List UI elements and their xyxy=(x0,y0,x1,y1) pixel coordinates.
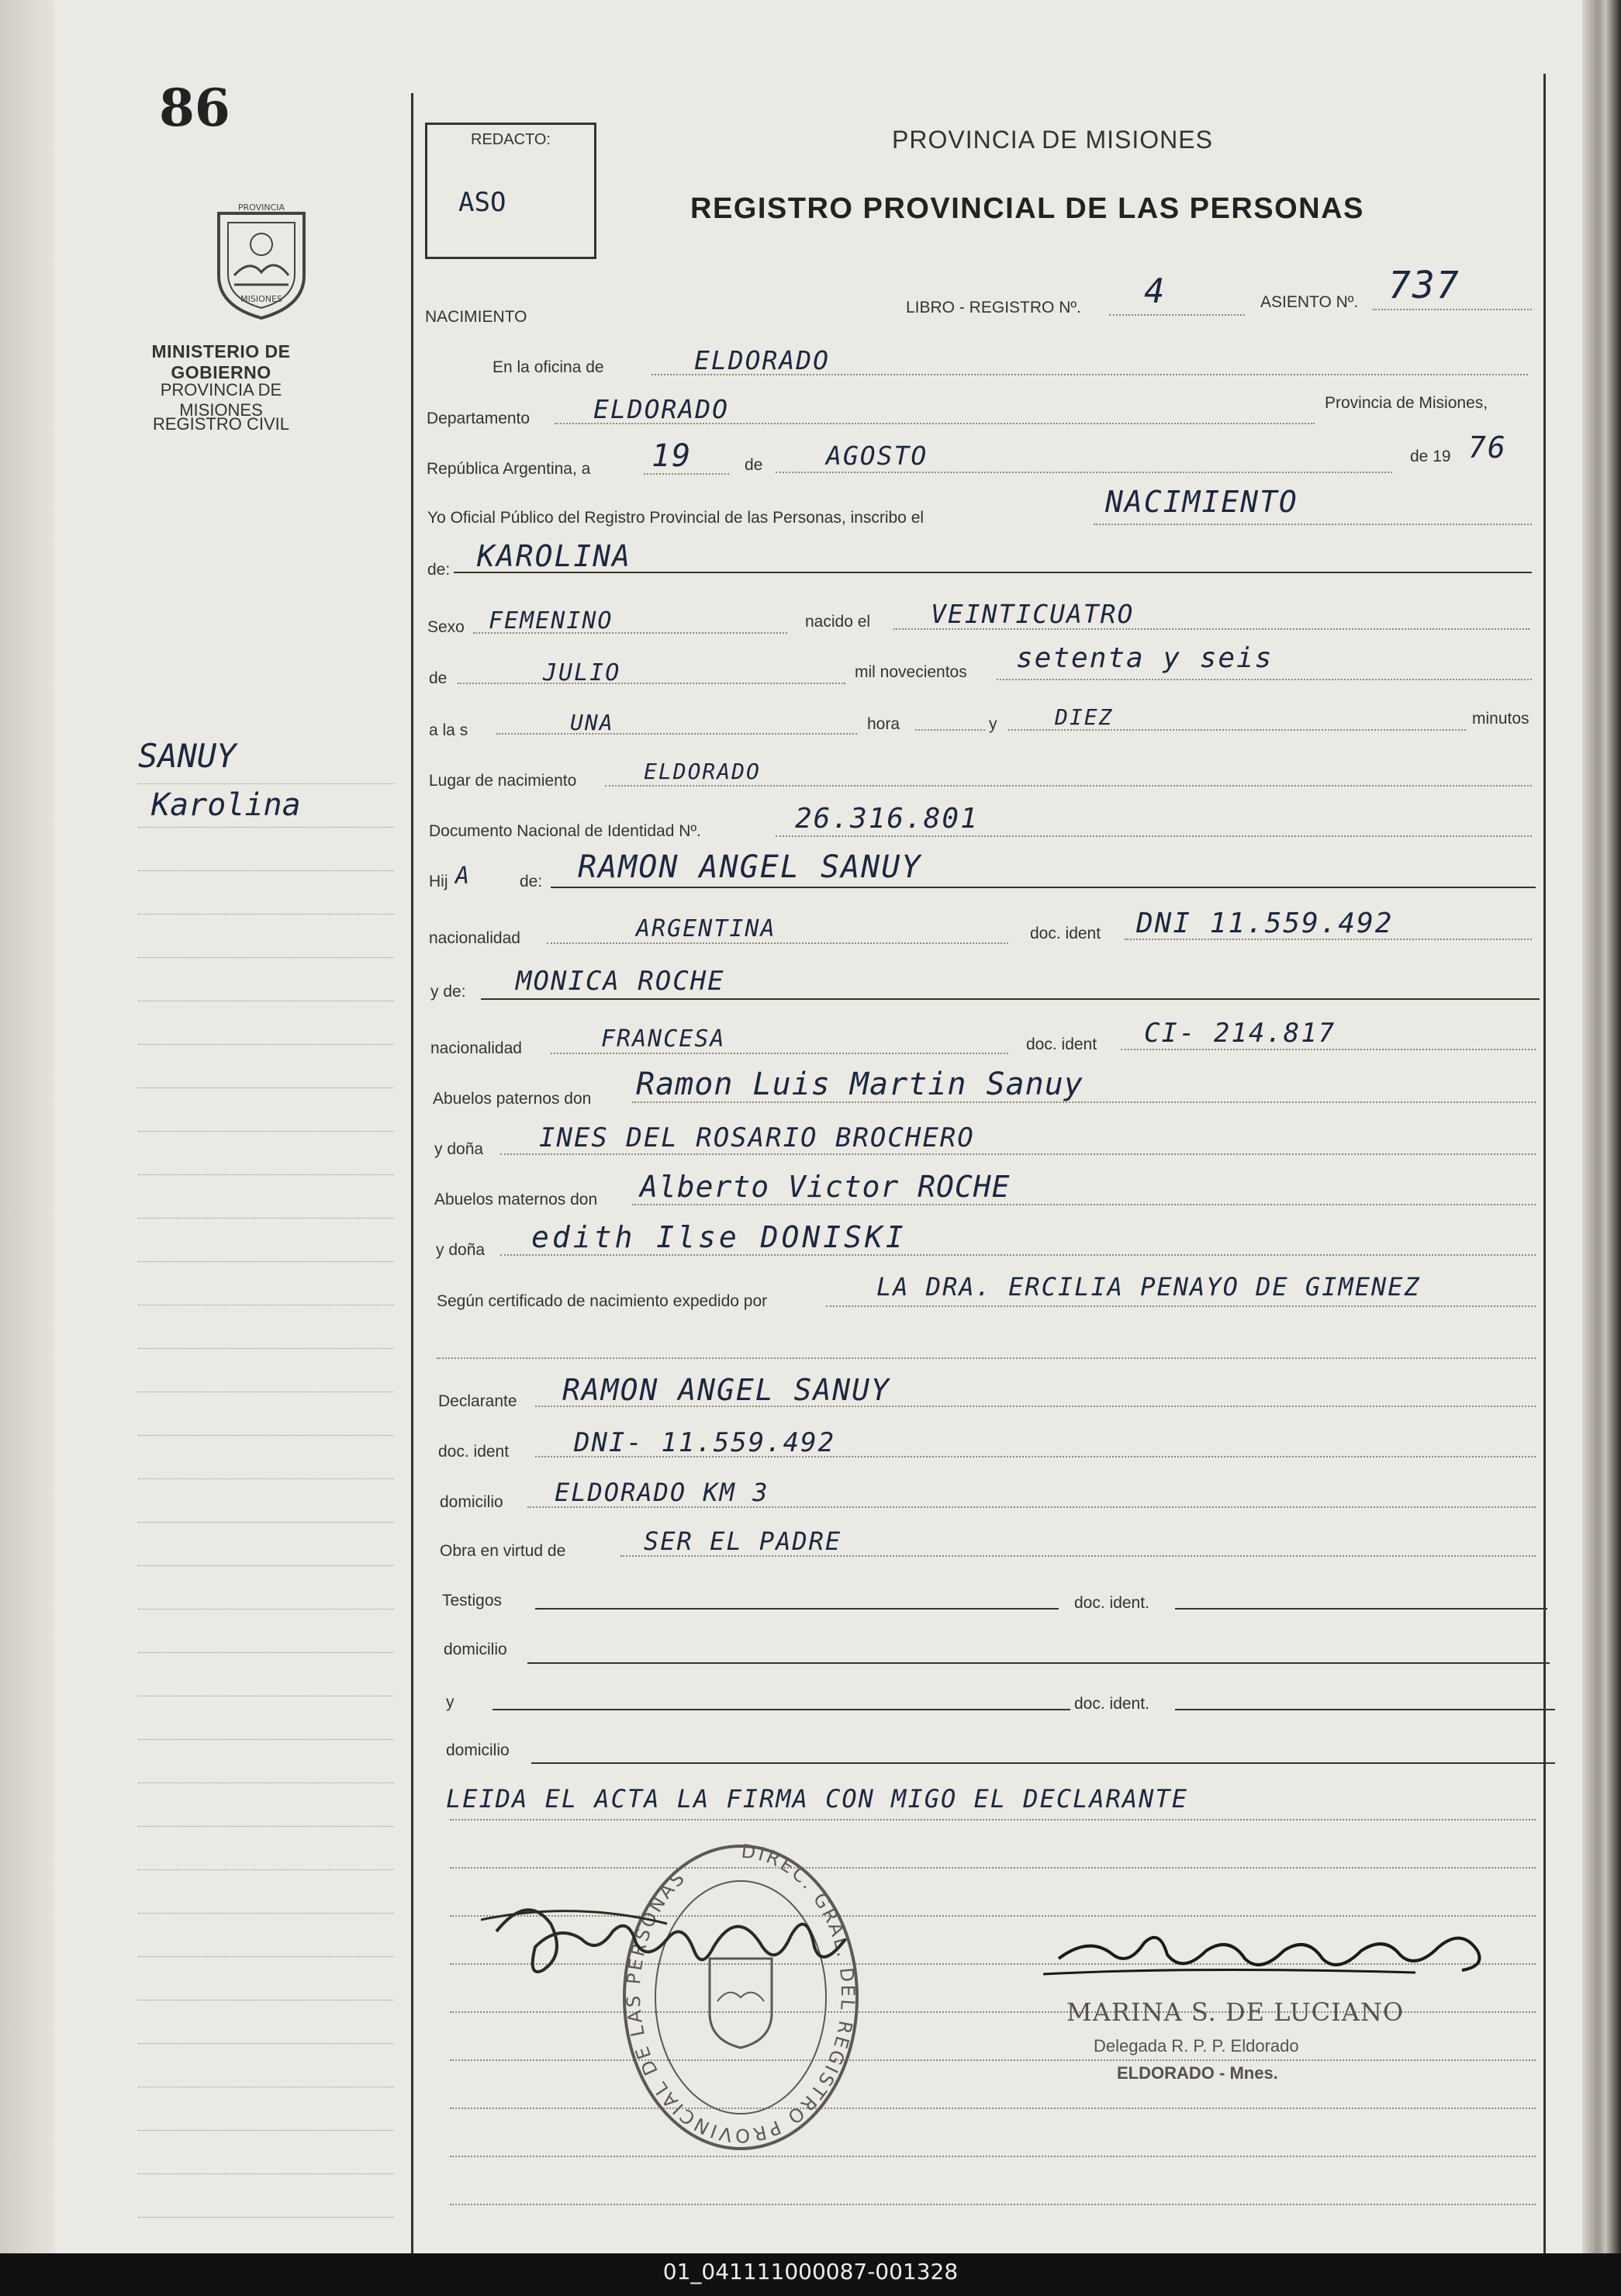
y-label: y xyxy=(989,715,997,733)
asiento-label: ASIENTO Nº. xyxy=(1260,293,1359,311)
libro-dots xyxy=(1109,314,1245,316)
province-seal-icon xyxy=(203,198,320,322)
lugar-dots xyxy=(605,785,1532,787)
binding-edge xyxy=(0,0,54,2253)
segun-label: Según certificado de nacimiento expedido por xyxy=(437,1292,768,1310)
hora-label: hora xyxy=(867,715,900,733)
hijo-de-label: de: xyxy=(520,873,543,890)
de-persona-label: de: xyxy=(427,561,451,579)
stamp-official-title: Delegada R. P. P. Eldorado xyxy=(1094,2036,1299,2056)
y-dona-pat-label: y doña xyxy=(434,1140,484,1158)
padre-line xyxy=(551,887,1536,888)
de-label: de xyxy=(745,456,763,474)
margin-rule xyxy=(138,1478,394,1479)
y-dona-mat-label: y doña xyxy=(436,1241,486,1259)
madre-nac-value: FRANCESA xyxy=(601,1025,726,1053)
de-mes-label: de xyxy=(429,669,448,687)
margin-surname: SANUY xyxy=(138,737,237,775)
testigo2-line xyxy=(493,1709,1070,1710)
margin-rule xyxy=(138,914,394,915)
departamento-label: Departamento xyxy=(427,410,531,427)
anio-value: 76 xyxy=(1468,430,1507,465)
test-y-label: y xyxy=(446,1693,455,1711)
hijo-suffix: A xyxy=(455,863,472,890)
segun-dots xyxy=(826,1305,1536,1307)
decl-doc-value: DNI- 11.559.492 xyxy=(574,1427,836,1458)
ministry-title: MINISTERIO DE GOBIERNO xyxy=(151,341,291,382)
padre-nac-value: ARGENTINA xyxy=(636,915,776,942)
margin-rule xyxy=(138,2173,394,2174)
segun-value: LA DRA. ERCILIA PENAYO DE GIMENEZ xyxy=(876,1272,1421,1302)
asiento-dots xyxy=(1373,309,1532,310)
madre-line xyxy=(481,998,1540,1000)
margin-rule xyxy=(138,1956,394,1957)
margin-rule xyxy=(138,2130,394,2131)
sexo-label: Sexo xyxy=(427,618,465,636)
obra-label: Obra en virtud de xyxy=(440,1542,566,1560)
stamp-ring-text: DIREC. GRAL. DEL REGISTRO PROVINCIAL DE LAS PERSONAS xyxy=(622,1840,859,2147)
margin-rule xyxy=(138,2043,394,2044)
bottom-rule xyxy=(450,1819,1536,1821)
hora-dots xyxy=(496,733,857,735)
domicilio-label: domicilio xyxy=(440,1493,503,1511)
domicilio-value: ELDORADO KM 3 xyxy=(555,1478,769,1507)
dni-dots xyxy=(776,835,1532,837)
anio-nac-dots xyxy=(997,679,1532,680)
obra-value: SER EL PADRE xyxy=(644,1527,842,1556)
record-type-label: NACIMIENTO xyxy=(425,308,527,326)
bottom-rule xyxy=(450,2204,1536,2205)
test-domicilio2-line xyxy=(531,1762,1555,1764)
margin-rule xyxy=(138,1044,394,1045)
padre-nac-dots xyxy=(547,942,1008,944)
minutos-label: minutos xyxy=(1472,710,1529,728)
dni-value: 26.316.801 xyxy=(795,803,979,835)
margin-rule xyxy=(138,870,394,871)
abuelo-mat-dots xyxy=(632,1204,1536,1205)
padre-doc-value: DNI 11.559.492 xyxy=(1136,908,1394,939)
ministry-registro: REGISTRO CIVIL xyxy=(152,414,290,434)
margin-rule xyxy=(138,783,394,784)
margin-rule xyxy=(138,1565,394,1566)
stamp-official-name: MARINA S. DE LUCIANO xyxy=(1066,1997,1405,2027)
mes-value: AGOSTO xyxy=(826,441,928,471)
madre-value: MONICA ROCHE xyxy=(516,966,725,997)
lugar-value: ELDORADO xyxy=(644,759,761,784)
abuela-pat-dots xyxy=(500,1153,1536,1155)
right-frame-line xyxy=(1543,74,1546,2253)
padre-value: RAMON ANGEL SANUY xyxy=(578,849,922,885)
madre-nacionalidad-label: nacionalidad xyxy=(430,1039,522,1057)
madre-nac-dots xyxy=(551,1053,1008,1054)
margin-rule xyxy=(138,1131,394,1132)
testigo1-line xyxy=(535,1608,1059,1610)
declarante-label: Declarante xyxy=(438,1392,517,1410)
margin-rule xyxy=(138,1087,394,1088)
republica-label: República Argentina, a xyxy=(427,460,591,478)
abuelos-pat-label: Abuelos paternos don xyxy=(433,1090,592,1108)
test-doc-line xyxy=(1175,1608,1547,1610)
madre-doc-dots xyxy=(1121,1049,1536,1050)
padre-doc-label: doc. ident xyxy=(1030,925,1101,942)
nombre-value: KAROLINA xyxy=(477,539,632,573)
page-edge xyxy=(1582,0,1621,2253)
margin-rule xyxy=(138,2217,394,2218)
footer-image-id: 01_041111000087-001328 xyxy=(662,2259,959,2284)
margin-rule xyxy=(138,1609,394,1610)
anio-nac-value: setenta y seis xyxy=(1016,642,1274,674)
margin-rule xyxy=(138,957,394,958)
hijo-label: Hij xyxy=(429,873,448,890)
ministry-province: PROVINCIA DE MISIONES xyxy=(160,380,282,420)
margin-rule xyxy=(138,827,394,828)
dni-label: Documento Nacional de Identidad Nº. xyxy=(429,822,701,840)
mil-label: mil novecientos xyxy=(855,663,967,681)
abuelos-mat-label: Abuelos maternos don xyxy=(434,1191,598,1209)
departamento-value: ELDORADO xyxy=(593,394,729,424)
libro-label: LIBRO - REGISTRO Nº. xyxy=(906,299,1081,316)
abuela-pat-value: INES DEL ROSARIO BROCHERO xyxy=(539,1122,975,1153)
declarant-signature-icon xyxy=(481,1877,884,2001)
redacto-label: REDACTO: xyxy=(471,131,551,148)
madre-doc-label: doc. ident xyxy=(1026,1036,1097,1053)
provincia-label: Provincia de Misiones, xyxy=(1325,394,1488,412)
y-de-label: y de: xyxy=(430,983,466,1001)
test-doc-label: doc. ident. xyxy=(1074,1594,1149,1612)
abuelo-mat-value: Alberto Victor ROCHE xyxy=(640,1170,1011,1204)
decl-doc-label: doc. ident xyxy=(438,1443,510,1461)
redacto-initials: ASO xyxy=(458,187,506,218)
a-las-label: a la s xyxy=(429,721,468,739)
test-doc2-line xyxy=(1175,1709,1555,1710)
lugar-label: Lugar de nacimiento xyxy=(429,772,577,790)
asiento-value: 737 xyxy=(1388,264,1460,307)
margin-rule xyxy=(138,1869,394,1870)
madre-doc-value: CI- 214.817 xyxy=(1144,1018,1336,1049)
redacto-box xyxy=(425,123,596,259)
margin-rule xyxy=(138,1522,394,1523)
abuelo-pat-value: Ramon Luis Martin Sanuy xyxy=(636,1067,1084,1102)
left-frame-line xyxy=(411,93,413,2257)
mes-nac-value: JULIO xyxy=(543,659,621,686)
testigos-label: Testigos xyxy=(442,1592,503,1610)
segun-dots-2 xyxy=(437,1357,1536,1359)
anio-label: de 19 xyxy=(1410,448,1451,465)
margin-rule xyxy=(138,1174,394,1175)
libro-value: 4 xyxy=(1144,271,1166,311)
stamp-official-place: ELDORADO - Mnes. xyxy=(1117,2063,1278,2083)
closing-text: LEIDA EL ACTA LA FIRMA CON MIGO EL DECLARANTE xyxy=(446,1784,1188,1814)
seal-text-top: PROVINCIA xyxy=(237,202,285,213)
oficina-value: ELDORADO xyxy=(694,345,830,375)
margin-rule xyxy=(138,1826,394,1827)
mes-dots xyxy=(776,472,1392,473)
margin-rule xyxy=(138,1348,394,1349)
test-domicilio-label: domicilio xyxy=(444,1641,507,1658)
inscribo-dots xyxy=(1094,524,1532,525)
test-doc2-label: doc. ident. xyxy=(1074,1695,1149,1713)
seal-text-bottom: MISIONES xyxy=(240,294,282,304)
province-header: PROVINCIA DE MISIONES xyxy=(892,126,1213,154)
margin-rule xyxy=(138,1218,394,1219)
margin-rule xyxy=(138,1913,394,1914)
margin-rule xyxy=(138,1261,394,1262)
margin-rule xyxy=(138,1652,394,1653)
test-domicilio2-label: domicilio xyxy=(446,1741,510,1759)
yo-oficial-label: Yo Oficial Público del Registro Provincial de las Personas, inscribo el xyxy=(427,509,925,527)
declarante-value: RAMON ANGEL SANUY xyxy=(562,1373,890,1407)
margin-rule xyxy=(138,1435,394,1436)
mes-nac-dots xyxy=(458,683,845,684)
official-signature-icon xyxy=(1043,1912,1509,1997)
sexo-value: FEMENINO xyxy=(489,607,613,635)
nacido-label: nacido el xyxy=(805,613,871,631)
registry-header: REGISTRO PROVINCIAL DE LAS PERSONAS xyxy=(690,192,1364,225)
abuela-mat-value: edith Ilse DONISKI xyxy=(531,1220,907,1254)
hora-y-dots xyxy=(915,729,985,731)
page-number: 86 xyxy=(159,78,230,138)
nacido-value: VEINTICUATRO xyxy=(931,599,1135,629)
inscribo-value: NACIMIENTO xyxy=(1105,485,1298,519)
padre-nacionalidad-label: nacionalidad xyxy=(429,929,520,947)
dia-value: 19 xyxy=(652,438,693,474)
abuela-mat-dots xyxy=(500,1254,1536,1256)
hora-value: UNA xyxy=(570,710,614,735)
margin-given-name: Karolina xyxy=(151,787,301,823)
oficina-label: En la oficina de xyxy=(493,358,604,376)
test-domicilio-line xyxy=(527,1662,1550,1664)
minutos-value: DIEZ xyxy=(1055,704,1114,730)
margin-rule xyxy=(138,1739,394,1740)
